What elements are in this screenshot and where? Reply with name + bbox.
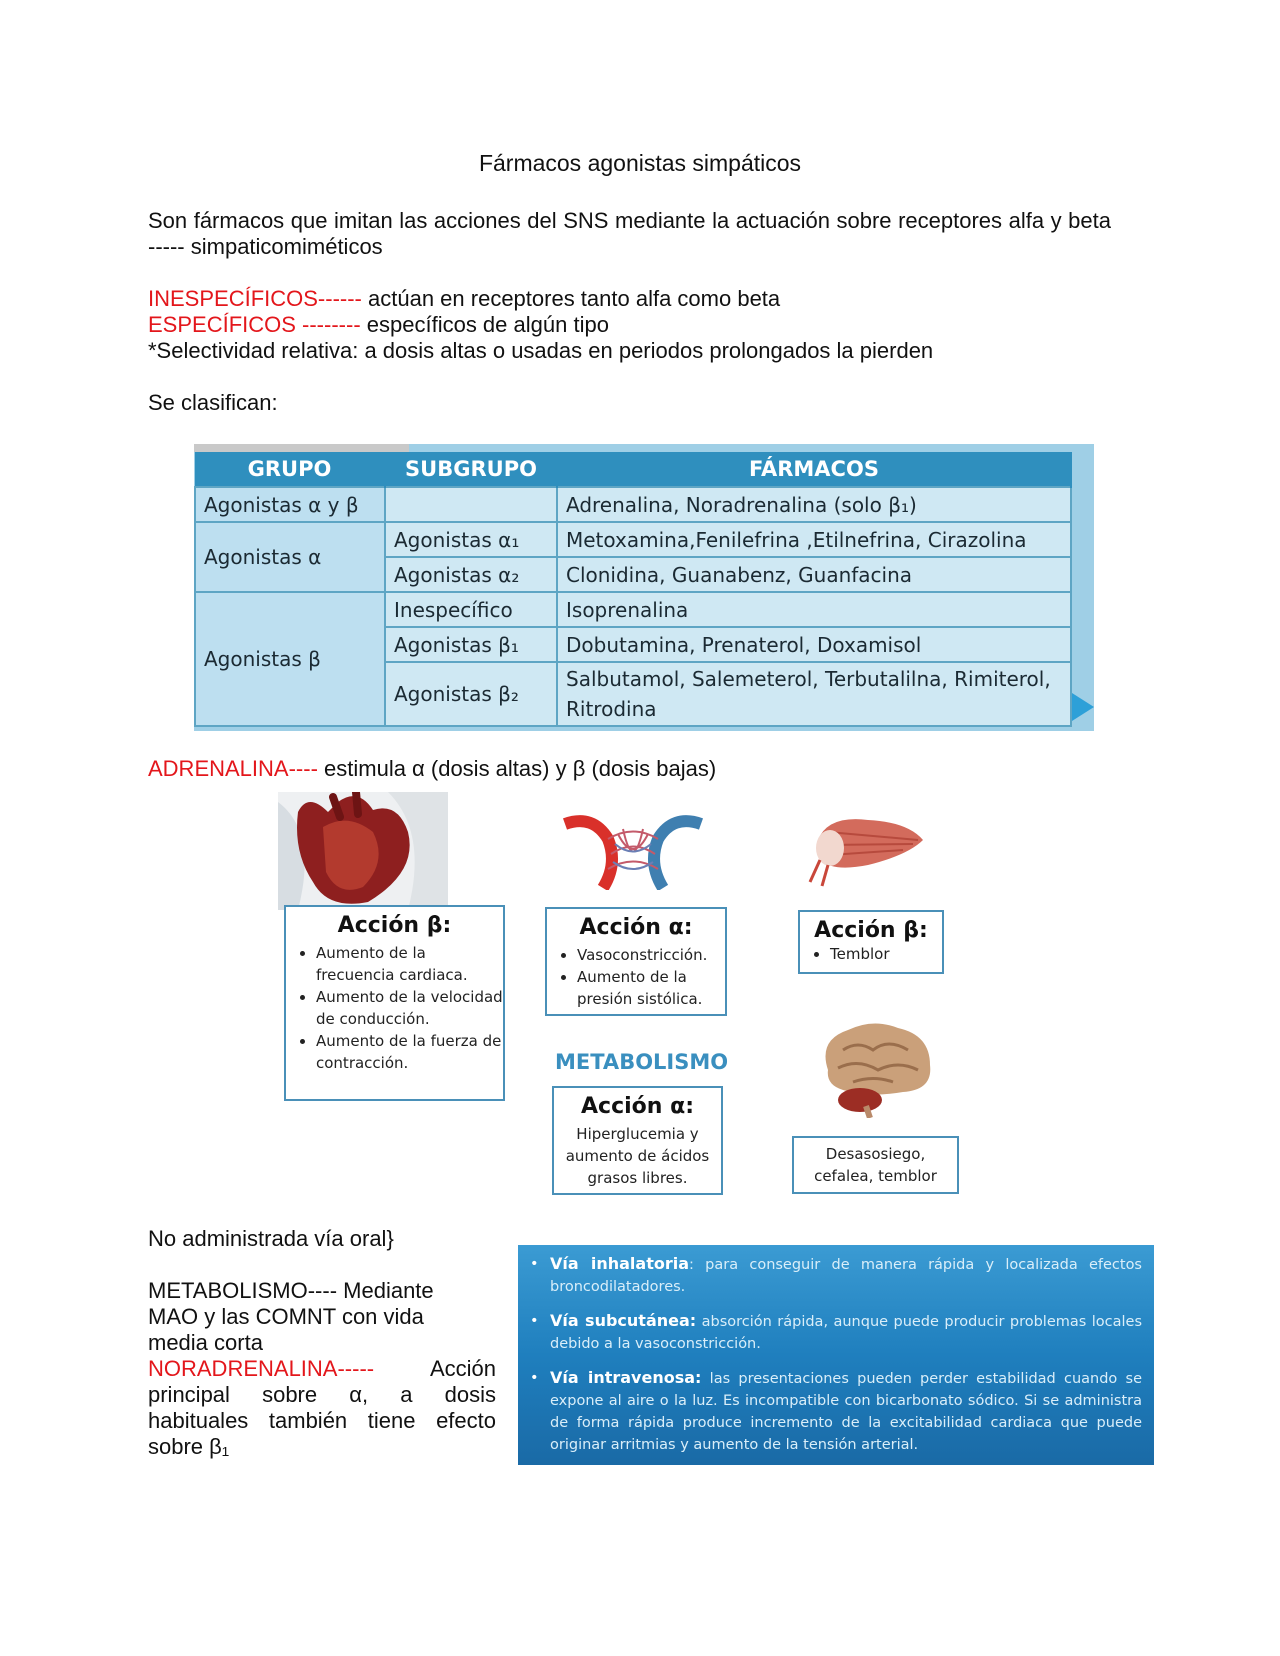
intro-paragraph: Son fármacos que imitan las acciones del SNS mediante la actuación sobre receptores alfa y beta ----- simpaticomiméticos [148,208,1111,259]
table-header-row [195,452,1071,487]
table-row [195,487,1071,522]
list-item: • Aumento de la frecuencia cardiaca. [316,942,503,986]
brain-icon [818,1020,938,1118]
table-top-tab [194,444,409,452]
vessels-action-box [545,907,727,1016]
cell-grupo: Agonistas β [195,592,385,726]
cell-subgrupo: Agonistas α₁ [385,522,557,557]
route-name: Vía intravenosa: [550,1368,702,1387]
list-item [550,1367,1142,1456]
cell-farmacos: Dobutamina, Prenaterol, Doxamisol [557,627,1071,662]
list-item: • Temblor [830,943,942,965]
list-item: • Aumento de la presión sistólica. [577,966,725,1010]
muscle-action-title: Acción β: [814,918,928,943]
heart-action-box [284,905,505,1101]
list-item: • Vasoconstricción. [577,944,725,966]
route-text: las presentaciones pueden perder estabilidad cuando se expone al aire o la luz. Es incompatible con bicarbonato sódico. Si se administra de forma rápida produce incremento de la excitabilidad cardiaca que puede originar arritmias y aumento de la tensión arterial. [550,1371,1142,1453]
heart-action-title: Acción β: [337,913,452,938]
routes-list [518,1245,1154,1456]
metabolism-action-box [552,1086,723,1195]
metabolism-action-text: Hiperglucemia y aumento de ácidos grasos libres. [565,1125,710,1187]
inespecificos-text: actúan en receptores tanto alfa como beta [361,286,781,311]
list-item: • Aumento de la velocidad de conducción. [316,986,503,1030]
no-oral-line: No administrada vía oral} [148,1226,394,1251]
noradrenalina-paragraph [148,1356,496,1460]
table-row [195,592,1071,627]
muscle-action-list [800,943,942,965]
routes-panel [518,1245,1154,1465]
muscle-icon [808,810,928,888]
cell-subgrupo [385,487,557,522]
cell-farmacos: Metoxamina,Fenilefrina ,Etilnefrina, Cirazolina [557,522,1071,557]
cell-farmacos: Adrenalina, Noradrenalina (solo β₁) [557,487,1071,522]
noradrenalina-text: Acción principal sobre α, a dosis habituales también tiene efecto sobre β₁ [148,1356,496,1459]
play-arrow-icon [1072,693,1094,721]
heart-icon [278,792,448,910]
muscle-action-box [798,910,944,974]
cell-subgrupo: Agonistas α₂ [385,557,557,592]
brain-action-box [792,1136,959,1194]
vessels-action-list [547,944,725,1010]
cell-farmacos: Isoprenalina [557,592,1071,627]
especificos-text: específicos de algún tipo [360,312,609,337]
blood-vessels-icon [563,804,703,890]
cell-farmacos: Salbutamol, Salemeterol, Terbutalilna, Rimiterol, Ritrodina [557,662,1071,726]
adrenalina-text: estimula α (dosis altas) y β (dosis bajas) [317,756,717,781]
route-text: : para conseguir de manera rápida y localizada efectos broncodilatadores. [550,1257,1142,1295]
inespecificos-term: INESPECÍFICOS------ [148,286,362,311]
table-row [195,522,1071,557]
brain-action-text: Desasosiego, cefalea, temblor [814,1145,937,1185]
adrenalina-term: ADRENALINA---- [148,756,318,781]
noradrenalina-term: NORADRENALINA----- [148,1356,375,1381]
header-subgrupo: SUBGRUPO [385,452,557,487]
especificos-term: ESPECÍFICOS -------- [148,312,361,337]
cell-grupo: Agonistas α [195,522,385,592]
selectividad-line: *Selectividad relativa: a dosis altas o usadas en periodos prolongados la pierden [148,338,934,363]
especificos-line [148,312,1111,338]
route-name: Vía inhalatoria [550,1254,690,1273]
adrenalina-line [148,756,716,782]
header-farmacos: FÁRMACOS [557,452,1071,487]
clasifican-line: Se clasifican: [148,390,278,415]
cell-farmacos: Clonidina, Guanabenz, Guanfacina [557,557,1071,592]
vessels-action-title: Acción α: [579,915,693,940]
cell-subgrupo: Agonistas β₂ [385,662,557,726]
inespecificos-line [148,286,1111,312]
route-name: Vía subcutánea: [550,1311,697,1330]
list-item [550,1253,1142,1298]
list-item [550,1310,1142,1355]
metabolismo-paragraph: METABOLISMO---- Mediante MAO y las COMNT con vida media corta [148,1278,434,1355]
header-grupo: GRUPO [195,452,385,487]
list-item: • Aumento de la fuerza de contracción. [316,1030,503,1074]
cell-grupo: Agonistas α y β [195,487,385,522]
route-text: absorción rápida, aunque puede producir problemas locales debido a la vasoconstricción. [550,1314,1142,1352]
classification-table-image [194,444,1094,731]
metabolism-action-title: Acción α: [581,1094,694,1119]
page-title: Fármacos agonistas simpáticos [478,150,802,176]
heart-action-list [286,942,503,1074]
cell-subgrupo: Inespecífico [385,592,557,627]
metabolism-label: METABOLISMO [555,1050,729,1074]
classification-table [194,452,1072,727]
cell-subgrupo: Agonistas β₁ [385,627,557,662]
